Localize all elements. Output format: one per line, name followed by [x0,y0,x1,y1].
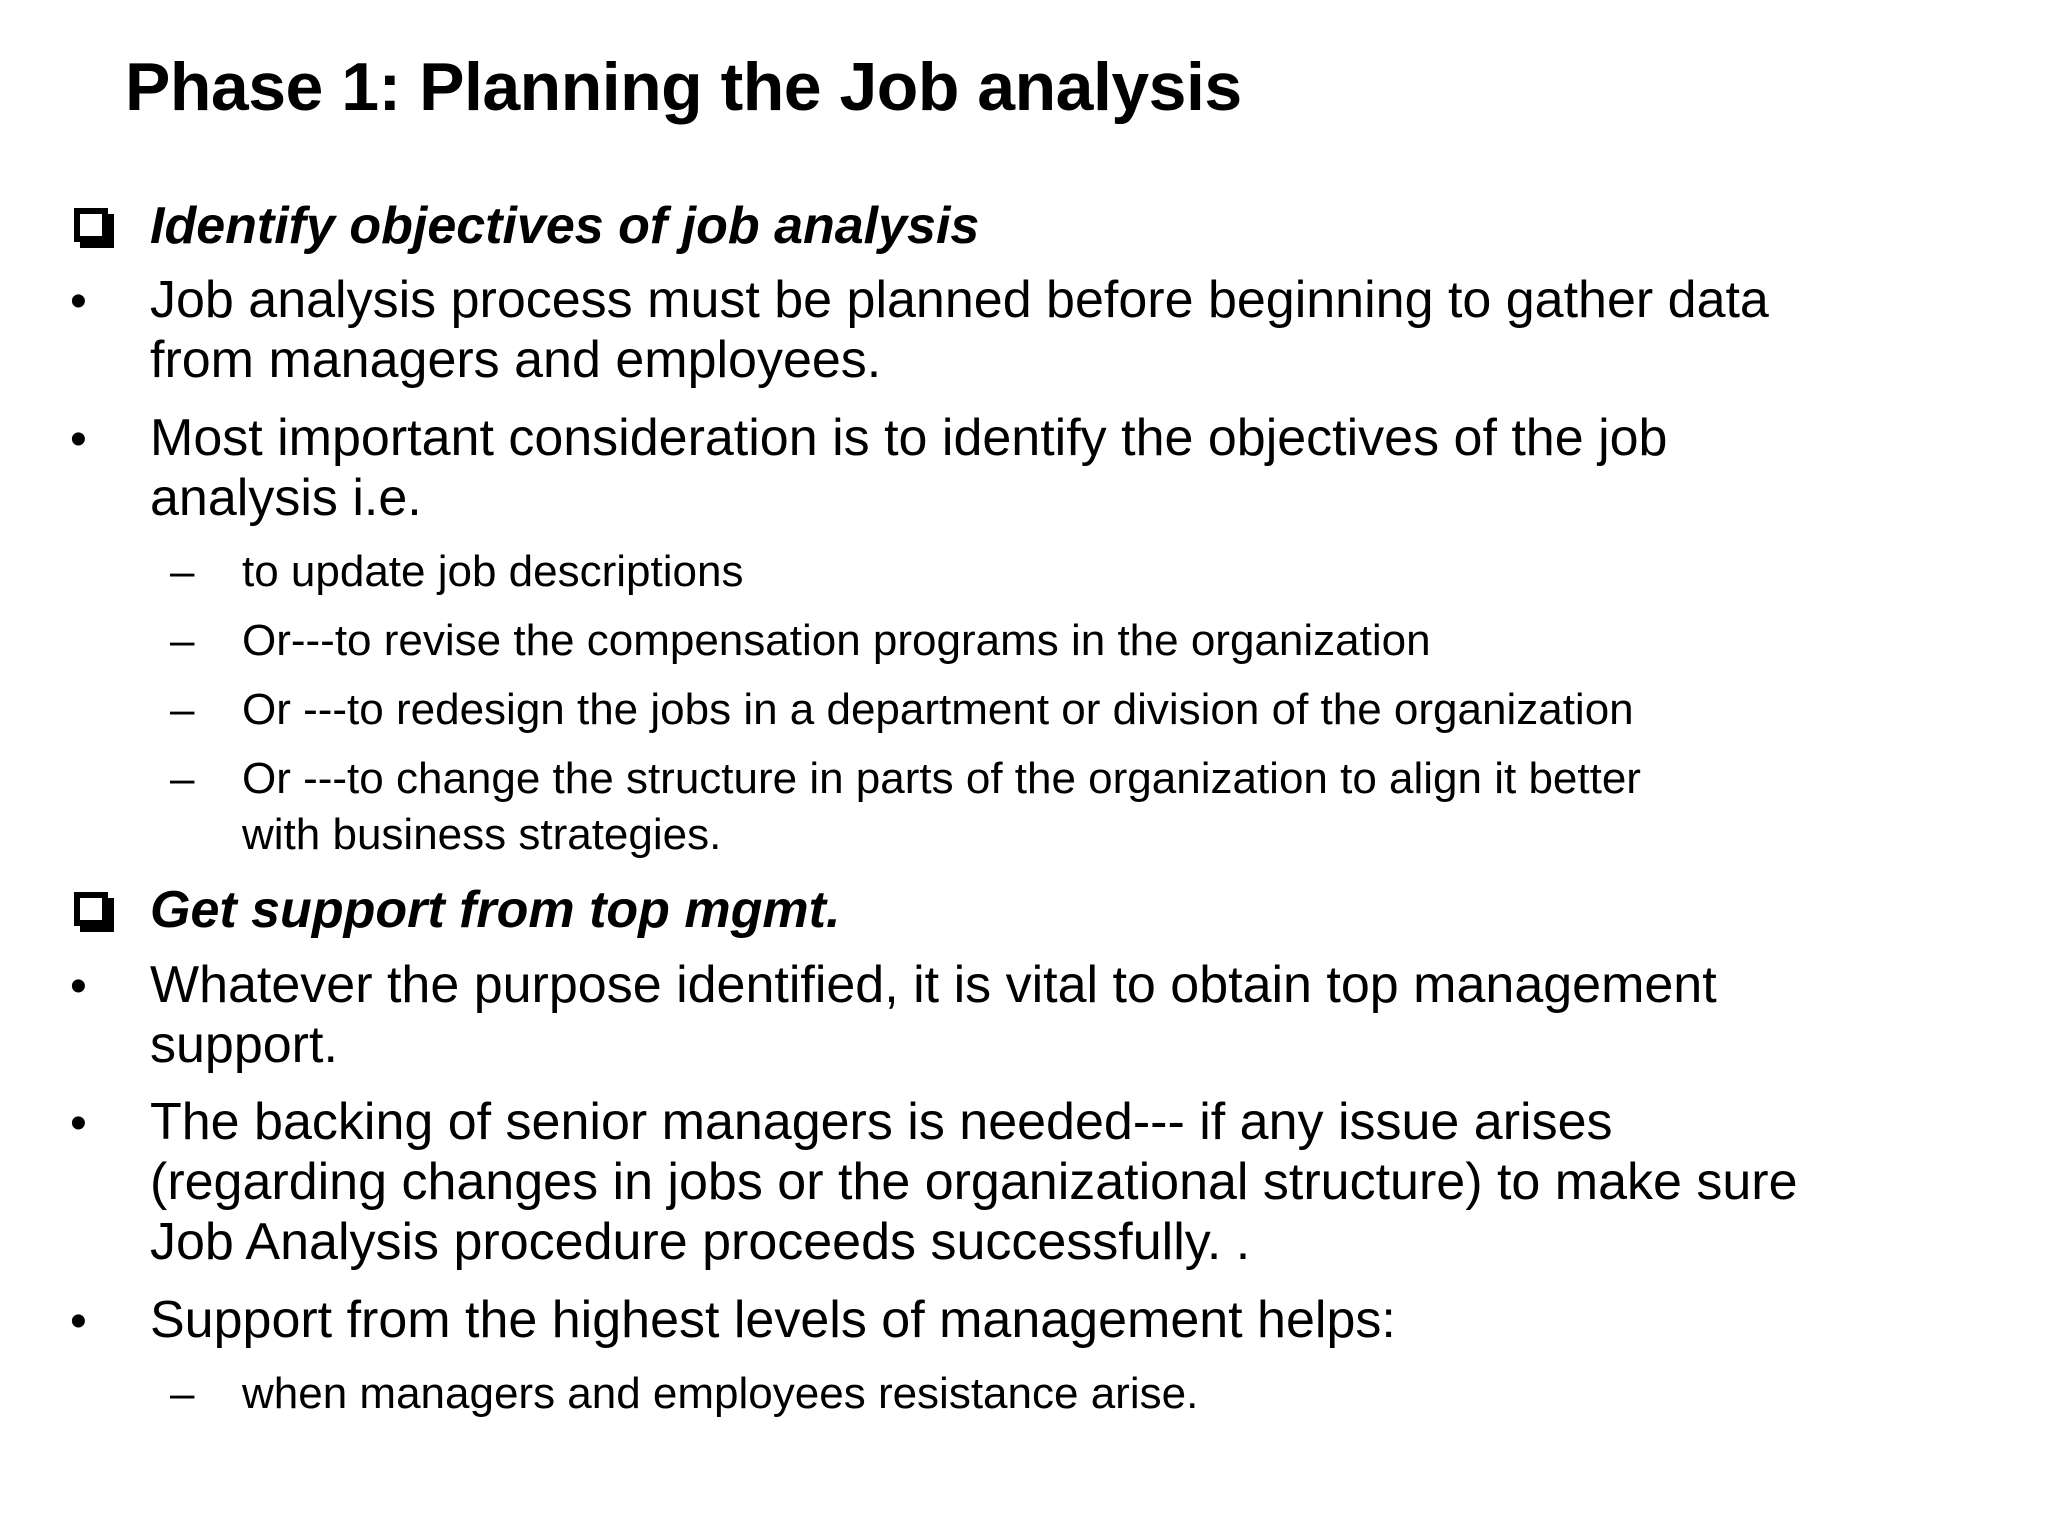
bullet-line: Job analysis process must be planned before beginning to gather data [150,271,1769,329]
bullet-line: support. [150,1016,338,1074]
bullet-icon: • [70,1097,87,1150]
sub-item-line: Or---to revise the compensation programs in the organization [242,616,1431,665]
bullet-icon: • [70,275,87,328]
bullet-line: from managers and employees. [150,331,882,389]
sub-item-line: Or ---to redesign the jobs in a department or division of the organization [242,685,1634,734]
heading-text: Identify objectives of job analysis [150,197,980,255]
bullet-line: Whatever the purpose identified, it is vital to obtain top management [150,956,1717,1014]
bullet-line: Most important consideration is to identify the objectives of the job [150,409,1668,467]
bullet-line: Job Analysis procedure proceeds successfully. . [150,1213,1251,1271]
dash-icon: – [170,754,195,803]
checkbox-icon [74,892,108,926]
sub-item-line: when managers and employees resistance arise. [242,1369,1199,1418]
dash-icon: – [170,547,195,596]
sub-item-line: with business strategies. [242,810,722,859]
sub-item-line: to update job descriptions [242,547,744,596]
dash-icon: – [170,1369,195,1418]
heading-text: Get support from top mgmt. [150,881,841,939]
bullet-icon: • [70,413,87,466]
dash-icon: – [170,616,195,665]
bullet-line: The backing of senior managers is needed--- if any issue arises [150,1093,1613,1151]
bullet-icon: • [70,960,87,1013]
bullet-icon: • [70,1295,87,1348]
dash-icon: – [170,685,195,734]
bullet-line: Support from the highest levels of management helps: [150,1291,1396,1349]
bullet-line: analysis i.e. [150,469,422,527]
bullet-line: (regarding changes in jobs or the organizational structure) to make sure [150,1153,1798,1211]
checkbox-icon [74,208,108,242]
slide-title: Phase 1: Planning the Job analysis [125,49,1242,125]
sub-item-line: Or ---to change the structure in parts of the organization to align it better [242,754,1641,803]
